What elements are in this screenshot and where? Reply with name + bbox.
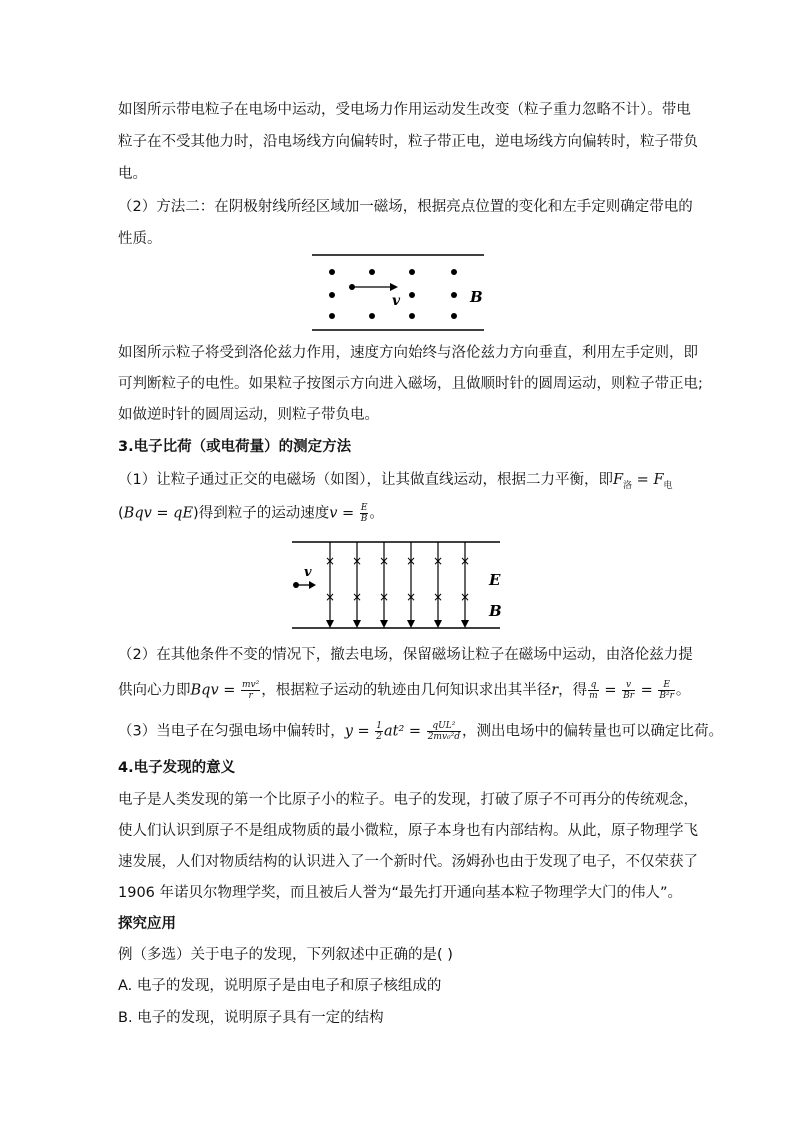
example-question: 例（多选）关于电子的发现，下列叙述中正确的是( ) — [118, 947, 453, 963]
section4-heading: 4.电子发现的意义 — [118, 760, 236, 776]
sec3-p1-line2: (Bqv = qE)得到粒子的运动速度v = $\frac{E}{B}$ 。 — [118, 503, 384, 524]
svg-text:×: × — [378, 554, 390, 568]
svg-text:×: × — [324, 590, 336, 604]
section3-heading: 3.电子比荷（或电荷量）的测定方法 — [118, 439, 352, 455]
sec4-line1: 电子是人类发现的第一个比原子小的粒子。电子的发现，打破了原子不可再分的传统观念， — [118, 792, 698, 808]
svg-text:×: × — [459, 590, 471, 604]
svg-text:×: × — [351, 554, 363, 568]
svg-text:×: × — [378, 590, 390, 604]
svg-text:×: × — [459, 554, 471, 568]
option-a: A. 电子的发现，说明原子是由电子和原子核组成的 — [118, 978, 442, 994]
svg-text:×: × — [432, 554, 444, 568]
para2-line1: 如图所示粒子将受到洛伦兹力作用，速度方向始终与洛伦兹力方向垂直，利用左手定则，即 — [118, 345, 698, 361]
field-lines — [330, 542, 465, 622]
sec3-p3: （3）当电子在匀强电场中偏转时，y = $\frac{1}{2}$ at² = $\frac{\text{qUL²}}{\text{2mv₀²d}}$ ，测出电场中的偏转量也可以确定比荷。 — [118, 721, 724, 742]
velocity-label: v — [304, 565, 312, 580]
svg-text:×: × — [405, 554, 417, 568]
svg-text:×: × — [324, 554, 336, 568]
cross-marks — [325, 554, 470, 604]
method2-line1: （2）方法二：在阴极射线所经区域加一磁场，根据亮点位置的变化和左手定则确定带电的 — [118, 199, 693, 215]
svg-text:×: × — [432, 590, 444, 604]
para2-line3: 如做逆时针的圆周运动，则粒子带负电。 — [118, 407, 379, 423]
field-label-E: E — [489, 571, 501, 589]
sec3-p2-line1: （2）在其他条件不变的情况下，撤去电场，保留磁场让粒子在磁场中运动，由洛伦兹力提 — [118, 647, 693, 663]
method2-line2: 性质。 — [118, 231, 162, 247]
sec4-line3: 速发展，人们对物质结构的认识进入了一个新时代。汤姆孙也由于发现了电子，不仅荣获了 — [118, 854, 698, 870]
sec4-line2: 使人们认识到原子不是组成物质的最小微粒，原子本身也有内部结构。从此，原子物理学飞 — [118, 823, 698, 839]
sec3-p2-line2: 供向心力即Bqv = $\frac{\text{mv²}}{r}$ ，根据粒子运动的轨迹由几何知识求出其半径r，得 $\frac{q}{m}$ = $\frac{v}{Br}$ = $\frac{E}{\text{B²r}}$ 。 — [118, 680, 691, 701]
sec3-p1-line1: （1）让粒子通过正交的电磁场（如图），让其做直线运动，根据二力平衡，即$F_洛 = F_电$ — [118, 472, 673, 491]
option-b: B. 电子的发现，说明原子具有一定的结构 — [118, 1010, 384, 1026]
magnetic-field-figure — [308, 252, 488, 332]
para1-line3: 电。 — [118, 166, 147, 182]
svg-text:×: × — [405, 590, 417, 604]
para1-line2: 粒子在不受其他力时，沿电场线方向偏转时，粒子带正电，逆电场线方向偏转时，粒子带负 — [118, 134, 698, 150]
explore-heading: 探究应用 — [118, 916, 176, 932]
svg-text:×: × — [351, 590, 363, 604]
para1-line1: 如图所示带电粒子在电场中运动，受电场力作用运动发生改变（粒子重力忽略不计）。带电 — [118, 102, 691, 118]
field-label-B: B — [489, 602, 502, 620]
para2-line2: 可判断粒子的电性。如果粒子按图示方向进入磁场，且做顺时针的圆周运动，则粒子带正电; — [118, 376, 703, 392]
crossed-field-figure — [290, 538, 504, 632]
velocity-label: v — [392, 293, 401, 309]
sec4-line4: 1906 年诺贝尔物理学奖，而且被后人誉为“最先打开通向基本粒子物理学大门的伟人”。 — [118, 885, 683, 901]
field-label-B: B — [470, 288, 483, 306]
